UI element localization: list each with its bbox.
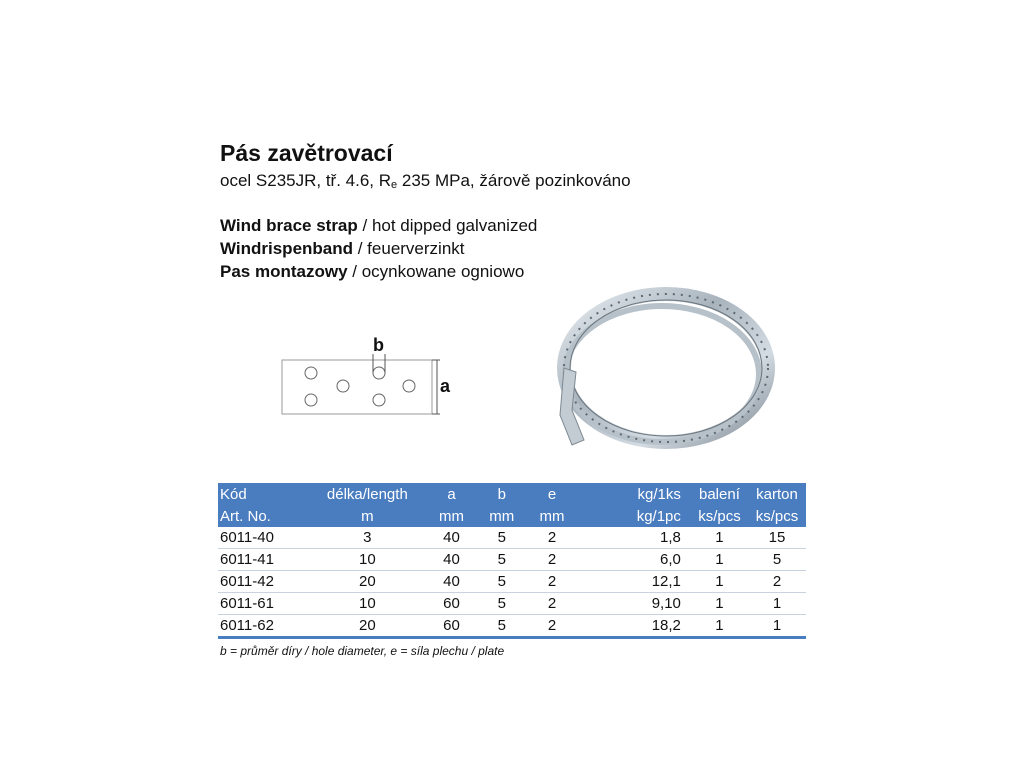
cell-package: 1 (691, 593, 748, 615)
cell-code: 6011-42 (218, 571, 308, 593)
subtitle-prefix: ocel S235JR, tř. 4.6, R (220, 171, 392, 190)
cell-length: 10 (308, 549, 426, 571)
cell-carton: 1 (748, 593, 806, 615)
col-unit-code: Art. No. (220, 507, 271, 525)
lang-name-de: Windrispenband (220, 239, 354, 258)
cell-carton: 2 (748, 571, 806, 593)
cell-b: 5 (477, 527, 527, 549)
cell-carton: 15 (748, 527, 806, 549)
cell-b: 5 (477, 571, 527, 593)
cell-package: 1 (691, 527, 748, 549)
cell-length: 10 (308, 593, 426, 615)
cell-b: 5 (477, 615, 527, 638)
cell-package: 1 (691, 571, 748, 593)
col-header-a: a (447, 485, 456, 503)
col-header-carton: karton (756, 485, 798, 503)
cell-weight: 12,1 (577, 571, 691, 593)
table-row (218, 527, 806, 549)
cell-carton: 1 (748, 615, 806, 638)
col-unit-a: mm (439, 507, 465, 525)
cell-weight: 6,0 (577, 549, 691, 571)
col-header-length: délka/length (326, 485, 408, 503)
col-header-code: Kód (220, 485, 247, 503)
subtitle-subscript: e (391, 179, 398, 191)
lang-line-en (220, 216, 537, 236)
cell-b: 5 (477, 593, 527, 615)
cell-a: 40 (426, 527, 476, 549)
cell-weight: 9,10 (577, 593, 691, 615)
strap-coil-image (548, 280, 778, 465)
table-header-row (218, 505, 806, 527)
lang-desc-de: / feuerverzinkt (353, 239, 465, 258)
cell-weight: 18,2 (577, 615, 691, 638)
cell-length: 3 (308, 527, 426, 549)
cell-weight: 1,8 (577, 527, 691, 549)
spec-table (218, 483, 806, 639)
strap-hole (337, 380, 349, 392)
cell-b: 5 (477, 549, 527, 571)
table-row (218, 549, 806, 571)
col-header-package: balení (699, 485, 740, 503)
cell-code: 6011-62 (218, 615, 308, 638)
lang-desc-pl: / ocynkowane ogniowo (347, 262, 525, 281)
lang-name-pl: Pas montazowy (220, 262, 348, 281)
cell-e: 2 (527, 571, 577, 593)
strap-hole (305, 394, 317, 406)
lang-name-en: Wind brace strap (220, 216, 358, 235)
cell-a: 40 (426, 571, 476, 593)
cell-e: 2 (527, 615, 577, 638)
col-unit-e: mm (539, 507, 565, 525)
strap-diagram (270, 332, 460, 422)
table-row (218, 593, 806, 615)
cell-carton: 5 (748, 549, 806, 571)
col-unit-length: m (361, 507, 374, 525)
lang-desc-en: / hot dipped galvanized (357, 216, 538, 235)
subtitle-suffix: 235 MPa, žárově pozinkováno (397, 171, 631, 190)
product-title: Pás zavětrovací (220, 140, 393, 166)
table-footnote: b = průměr díry / hole diameter, e = síla plechu / plate (220, 644, 505, 658)
table-header-row (218, 483, 806, 505)
col-unit-carton: ks/pcs (755, 507, 799, 525)
cell-a: 40 (426, 549, 476, 571)
dim-label-a: a (440, 376, 451, 396)
col-unit-package: ks/pcs (698, 507, 741, 525)
cell-code: 6011-61 (218, 593, 308, 615)
strap-hole (373, 394, 385, 406)
strap-hole (373, 367, 385, 379)
lang-line-pl (220, 262, 524, 282)
col-unit-b: mm (489, 507, 515, 525)
cell-length: 20 (308, 615, 426, 638)
lang-line-de (220, 239, 465, 259)
product-subtitle (220, 171, 631, 191)
strap-hole (403, 380, 415, 392)
cell-length: 20 (308, 571, 426, 593)
col-unit-weight: kg/1pc (636, 507, 681, 525)
table-row (218, 615, 806, 638)
dim-label-b: b (373, 335, 384, 355)
col-header-e: e (547, 485, 557, 503)
strap-hole (305, 367, 317, 379)
cell-package: 1 (691, 549, 748, 571)
cell-e: 2 (527, 549, 577, 571)
cell-code: 6011-40 (218, 527, 308, 549)
table-row (218, 571, 806, 593)
col-header-weight: kg/1ks (637, 485, 681, 503)
cell-code: 6011-41 (218, 549, 308, 571)
cell-a: 60 (426, 593, 476, 615)
coil-ring (565, 306, 759, 442)
col-header-b: b (497, 485, 506, 503)
cell-e: 2 (527, 593, 577, 615)
cell-package: 1 (691, 615, 748, 638)
cell-e: 2 (527, 527, 577, 549)
cell-a: 60 (426, 615, 476, 638)
